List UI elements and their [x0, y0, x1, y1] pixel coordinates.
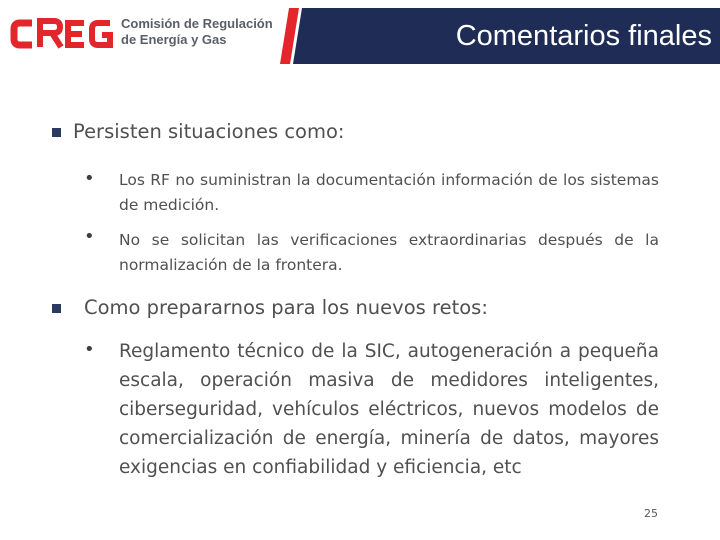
slide-title: Comentarios finales	[455, 20, 712, 52]
logo-line-2: de Energía y Gas	[121, 32, 227, 47]
sub-bullet-1-1: •	[84, 168, 95, 189]
bullet-square-2	[52, 304, 61, 313]
sub-bullet-1-2: •	[84, 226, 95, 247]
creg-logo-mark	[10, 14, 115, 54]
page-number: 25	[644, 507, 658, 520]
point-1-item-1: Los RF no suministran la documentación información de los sistemas de medición.	[119, 171, 659, 214]
point-1-heading: Persisten situaciones como:	[73, 120, 345, 143]
logo-line-1: Comisión de Regulación	[121, 16, 273, 31]
point-2-heading: Como prepararnos para los nuevos retos:	[84, 296, 488, 319]
title-bar	[280, 8, 720, 64]
logo-name	[121, 16, 286, 48]
point-1-item-2: No se solicitan las verificaciones extraordinarias después de la normalización de la frontera.	[119, 231, 659, 274]
bullet-square-1	[52, 128, 61, 137]
point-2-item-1: Reglamento técnico de la SIC, autogeneración a pequeña escala, operación masiva de medidores inteligentes, ciberseguridad, vehículos eléctricos, nuevos modelos de comercialización de energía, minería de datos, mayores exigencias en confiabilidad y eficiencia, etc	[119, 341, 659, 478]
sub-bullet-2-1: •	[84, 339, 95, 360]
slide-header	[0, 0, 720, 64]
